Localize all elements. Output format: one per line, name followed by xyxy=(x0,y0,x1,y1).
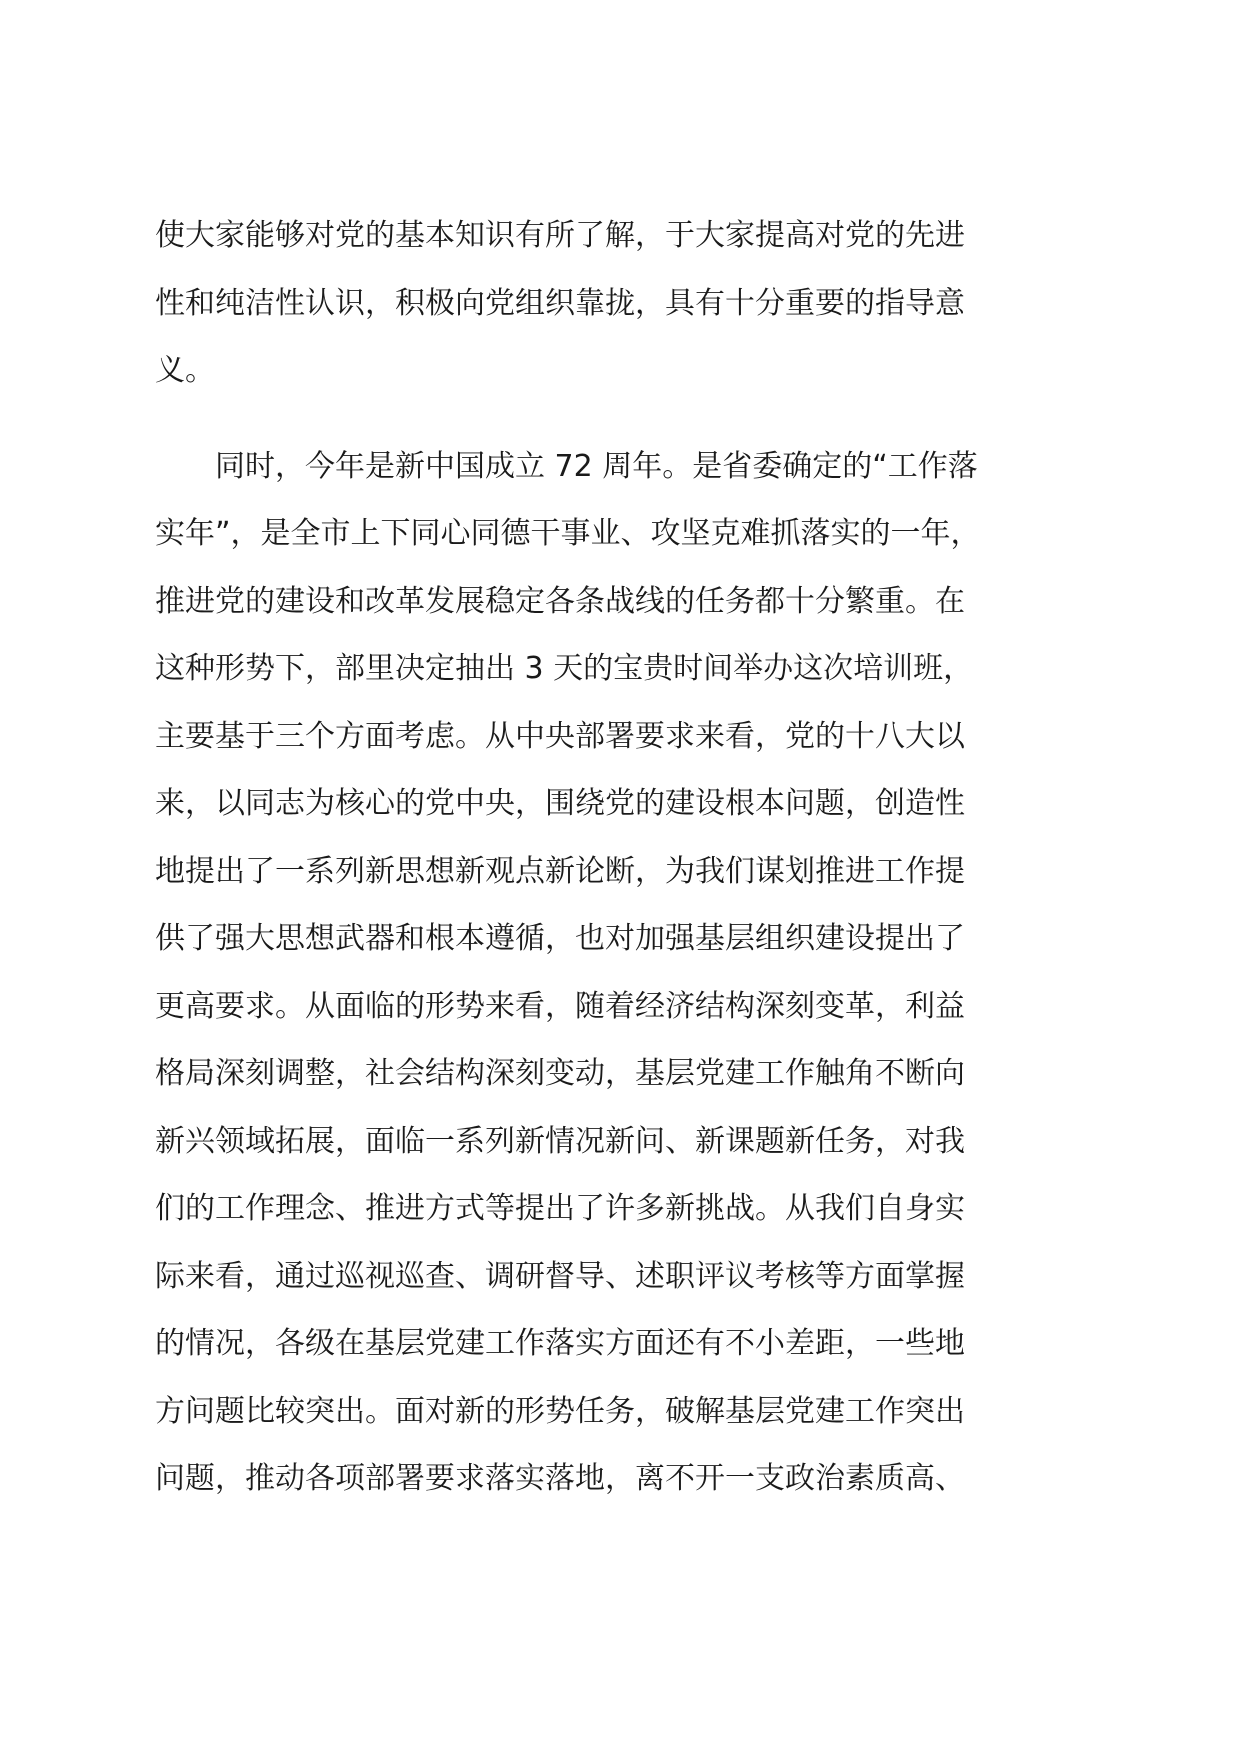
text-line: 来，以同志为核心的党中央，围绕党的建设根本问题，创造性 xyxy=(155,786,965,821)
text-line: 实年”，是全市上下同心同德干事业、攻坚克难抓落实的一年， xyxy=(155,516,981,551)
text-line: 义。 xyxy=(155,353,215,388)
text-line: 供了强大思想武器和根本遵循，也对加强基层组织建设提出了 xyxy=(155,921,965,956)
text-line: 使大家能够对党的基本知识有所了解，于大家提高对党的先进 xyxy=(155,218,965,253)
body-text xyxy=(155,207,1095,1585)
text-line: 们的工作理念、推进方式等提出了许多新挑战。从我们自身实 xyxy=(155,1191,965,1226)
text-line: 性和纯洁性认识，积极向党组织靠拢，具有十分重要的指导意 xyxy=(155,285,965,321)
paragraph-2 xyxy=(155,438,1095,1586)
text-line: 同时，今年是新中国成立 72 周年。是省委确定的“工作落 xyxy=(155,448,978,484)
text-line: 地提出了一系列新思想新观点新论断，为我们谋划推进工作提 xyxy=(155,853,965,889)
text-line: 主要基于三个方面考虑。从中央部署要求来看，党的十八大以 xyxy=(155,718,965,754)
text-line: 方问题比较突出。面对新的形势任务，破解基层党建工作突出 xyxy=(155,1393,965,1429)
text-line: 更高要求。从面临的形势来看，随着经济结构深刻变革，利益 xyxy=(155,988,965,1024)
paragraph-spacer xyxy=(155,410,1095,438)
text-line: 推进党的建设和改革发展稳定各条战线的任务都十分繁重。在 xyxy=(155,583,965,619)
text-line: 际来看，通过巡视巡查、调研督导、述职评议考核等方面掌握 xyxy=(155,1258,965,1294)
text-line: 格局深刻调整，社会结构深刻变动，基层党建工作触角不断向 xyxy=(155,1056,965,1091)
text-line: 问题，推动各项部署要求落实落地，离不开一支政治素质高、 xyxy=(155,1461,965,1496)
text-line: 新兴领域拓展，面临一系列新情况新问、新课题新任务，对我 xyxy=(155,1123,965,1159)
text-line: 的情况，各级在基层党建工作落实方面还有不小差距，一些地 xyxy=(155,1326,965,1361)
paragraph-1 xyxy=(155,207,1095,410)
text-line: 这种形势下，部里决定抽出 3 天的宝贵时间举办这次培训班， xyxy=(155,651,974,686)
text-line xyxy=(155,1518,1095,1586)
